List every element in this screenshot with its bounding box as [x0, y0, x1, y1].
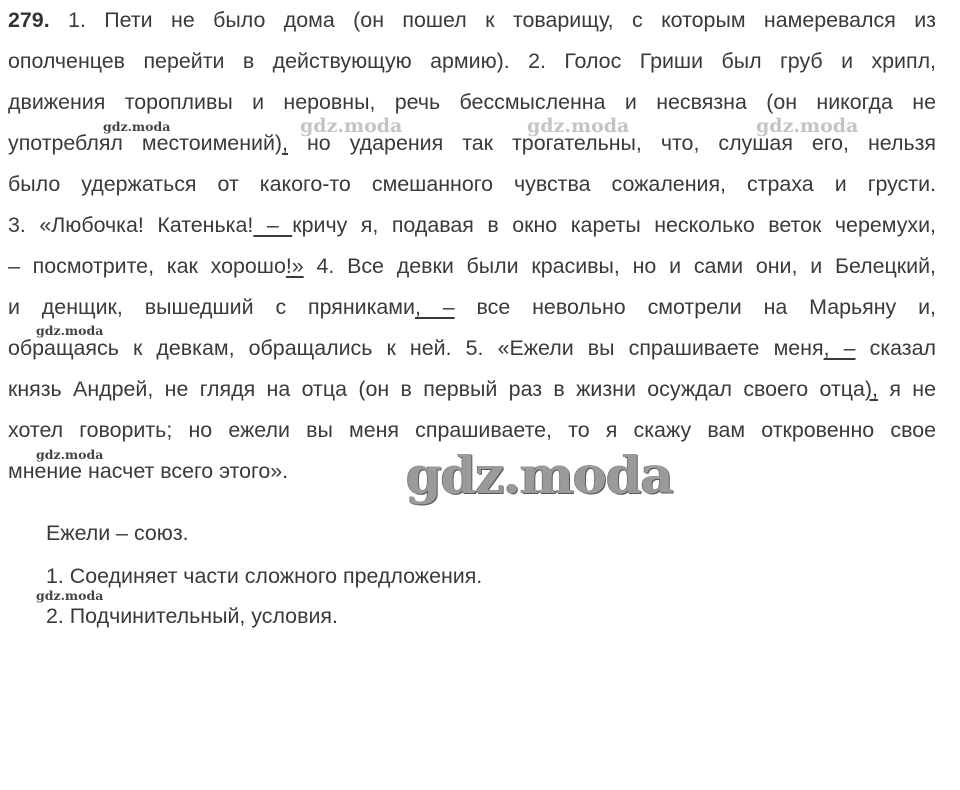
answer-title: Ежели – союз. [46, 521, 189, 545]
text-line-9 [8, 328, 936, 369]
watermark-medium: gdz.moda [300, 115, 403, 137]
watermark-large: gdz.moda [406, 446, 673, 506]
text-line-7 [8, 246, 936, 287]
line-text: 1. Пети не было дома (он пошел к товарищу, с которым намеревался из [49, 8, 936, 32]
line-text: князь Андрей, не глядя на отца (он в первый раз в жизни осуждал своего отца [8, 377, 865, 401]
line-text: ополченцев перейти в действующую армию). 2. Голос Гриши был груб и хрипл, [8, 49, 936, 73]
underlined-punctuation: , – [414, 295, 455, 319]
line-text: употреблял местоимений) [8, 131, 283, 155]
text-line-5 [8, 164, 936, 205]
line-text: кричу я, подавая в окно кареты несколько веток черемухи, [292, 213, 936, 237]
underlined-punctuation: – [253, 213, 293, 237]
line-text: движения торопливы и неровны, речь бессмысленна и несвязна (он никогда не [8, 90, 936, 114]
watermark-small: gdz.moda [36, 447, 104, 462]
text-line-1 [8, 0, 936, 41]
underlined-punctuation: , [282, 131, 288, 155]
line-text: 3. «Любочка! Катенька! [8, 213, 254, 237]
underlined-punctuation: ), [864, 377, 878, 401]
watermark-small: gdz.moda [36, 588, 104, 603]
line-text: – посмотрите, как хорошо [8, 254, 286, 278]
exercise-number: 279. [8, 8, 50, 32]
watermark-medium: gdz.moda [527, 115, 630, 137]
text-line-10 [8, 369, 936, 410]
answer-item-2: 2. Подчинительный, условия. [46, 604, 338, 628]
line-text: обращаясь к девкам, обращались к ней. 5. «Ежели вы спрашиваете меня [8, 336, 824, 360]
text-line-6 [8, 205, 936, 246]
line-text: все невольно смотрели на Марьяну и, [454, 295, 936, 319]
watermark-small: gdz.moda [36, 323, 104, 338]
line-text: 4. Все девки были красивы, но и сами они, и Белецкий, [303, 254, 936, 278]
line-text: я не [877, 377, 936, 401]
underlined-punctuation: , – [823, 336, 856, 360]
line-text: было удержаться от какого-то смешанного чувства сожаления, страха и грусти. [8, 172, 936, 196]
underlined-punctuation: !» [285, 254, 304, 278]
line-text: но ударения так трогательны, что, слушая его, нельзя [287, 131, 936, 155]
text-line-8 [8, 287, 936, 328]
line-text: хотел говорить; но ежели вы меня спрашиваете, то я скажу вам откровенно свое [8, 418, 936, 442]
text-line-11 [8, 410, 936, 451]
line-text: мнение насчет всего этого». [8, 459, 289, 483]
answer-item-1: 1. Соединяет части сложного предложения. [46, 564, 483, 588]
line-text: сказал [855, 336, 936, 360]
text-line-2 [8, 41, 936, 82]
line-text: и денщик, вышедший с пряниками [8, 295, 415, 319]
watermark-medium: gdz.moda [756, 115, 859, 137]
watermark-small: gdz.moda [103, 119, 171, 134]
